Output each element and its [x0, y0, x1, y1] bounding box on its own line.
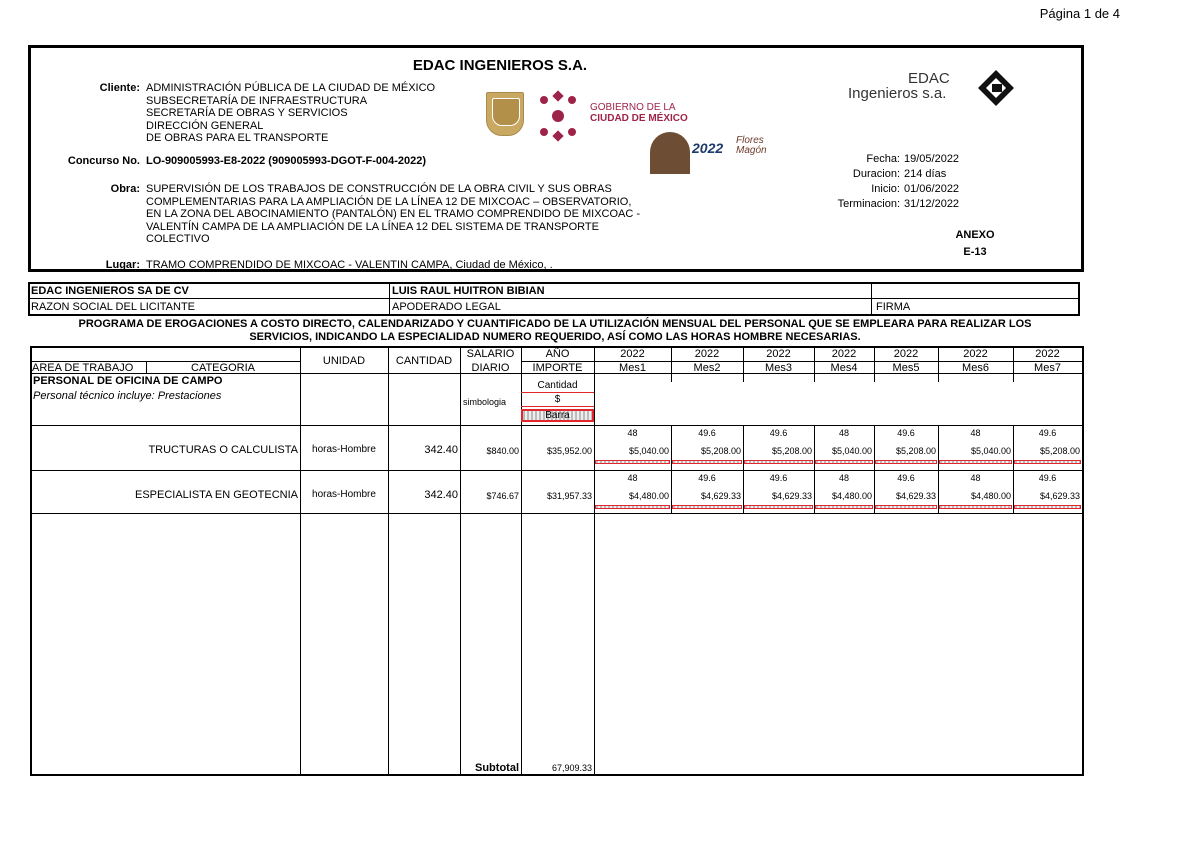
month-quantity: 49.6: [698, 473, 716, 483]
month-label-header: Mes3: [765, 362, 792, 374]
month-quantity: 49.6: [1038, 473, 1057, 483]
month-amount: $5,040.00: [970, 446, 1011, 456]
apoderado-name: LUIS RAUL HUITRON BIBIAN: [392, 285, 545, 297]
month-usage-bar: [595, 460, 670, 464]
cliente-block: [146, 82, 435, 145]
page-number: Página 1 de 4: [1039, 6, 1120, 21]
month-label-header: Mes2: [693, 362, 721, 374]
col-divider: [594, 348, 595, 774]
month-year-header: 2022: [1035, 348, 1060, 360]
concurso-value: LO-909005993-E8-2022 (909005993-DGOT-F-004-2022): [146, 155, 427, 167]
legend-cantidad: Cantidad: [521, 380, 594, 393]
col-header-salario: DIARIO: [471, 362, 510, 374]
anexo-number: E-13: [963, 246, 987, 258]
simbologia-label: simbologia: [463, 397, 507, 407]
month-usage-bar: [875, 505, 937, 509]
cliente-line: DIRECCIÓN GENERAL: [146, 119, 264, 132]
cdmx-emblem-icon: [532, 90, 584, 142]
edac-logo-line: Ingenieros s.a.: [848, 85, 947, 102]
concurso-label: Concurso No.: [67, 155, 140, 167]
company-title: EDAC INGENIEROS S.A.: [412, 57, 588, 74]
inicio-value: 01/06/2022: [904, 183, 960, 195]
edac-logo: [848, 64, 1048, 114]
cdmx-shield-icon: [486, 92, 524, 136]
col-header-unidad: UNIDAD: [322, 355, 366, 367]
month-quantity: 49.6: [769, 473, 788, 483]
logo-year: 2022: [692, 140, 724, 156]
row-cantidad: 342.40: [424, 489, 458, 501]
month-amount: $4,629.33: [771, 491, 812, 501]
duracion-value: 214 días: [904, 168, 947, 180]
col-header-categoria: CATEGORIA: [191, 362, 255, 374]
row-unidad: horas-Hombre: [312, 444, 376, 455]
row-divider: [32, 425, 1082, 426]
razon-social: EDAC INGENIEROS SA DE CV: [31, 285, 189, 297]
section-note: Personal técnico incluye: Prestaciones: [33, 390, 222, 402]
legend-barra: Barra: [521, 409, 594, 422]
gov-line: GOBIERNO DE LA: [590, 102, 676, 113]
month-quantity: 49.6: [897, 473, 915, 483]
lugar-value: TRAMO COMPRENDIDO DE MIXCOAC - VALENTIN CAMPA, Ciudad de México, .: [146, 259, 553, 271]
program-title: [30, 318, 1080, 344]
month-label-header: Mes1: [619, 362, 646, 374]
duracion-label: Duracion:: [852, 168, 900, 180]
month-usage-bar: [1014, 460, 1081, 464]
row-categoria: ESPECIALISTA EN GEOTECNIA: [134, 489, 298, 501]
row-importe: $35,952.00: [546, 446, 592, 456]
signers-divider: [389, 284, 390, 314]
obra-line: EN LA ZONA DEL ABOCINAMIENTO (PANTALÓN) EN EL TRAMO COMPRENDIDO DE MIXCOAC -: [146, 208, 641, 220]
month-quantity: 49.6: [897, 428, 915, 438]
month-amount: $4,629.33: [895, 491, 936, 501]
month-year-header: 2022: [831, 348, 857, 360]
row-importe: $31,957.33: [546, 491, 592, 501]
lugar-label: Lugar:: [105, 259, 140, 271]
col-divider: [460, 348, 461, 774]
month-label-header: Mes6: [962, 362, 989, 374]
row-unidad: horas-Hombre: [312, 489, 376, 500]
portrait-icon: [650, 132, 690, 174]
month-usage-bar: [815, 505, 873, 509]
obra-line: VALENTÍN CAMPA DE LA AMPLIACIÓN DE LA LÍNEA 12 DEL SISTEMA DE TRANSPORTE: [146, 220, 599, 233]
col-header-area: AREA DE TRABAJO: [32, 362, 134, 374]
month-quantity: 48: [970, 428, 981, 438]
month-usage-bar: [1014, 505, 1081, 509]
logo-sub: Flores Magón: [736, 135, 767, 156]
col-header-salario: SALARIO: [466, 348, 515, 360]
month-year-header: 2022: [893, 348, 919, 360]
cliente-line: ADMINISTRACIÓN PÚBLICA DE LA CIUDAD DE MÉXICO: [146, 82, 436, 94]
month-usage-bar: [672, 505, 742, 509]
flores-magon-logo: [650, 132, 765, 174]
col-divider: [388, 348, 389, 774]
program-title-line: SERVICIOS, INDICANDO LA ESPECIALIDAD NUMERO REQUERIDO, ASÍ COMO LAS HORAS HOMBRE NECESARIAS.: [249, 331, 861, 343]
month-amount: $5,208.00: [771, 446, 812, 456]
col-header-cantidad: CANTIDAD: [395, 355, 453, 367]
obra-line: COLECTIVO: [146, 233, 210, 245]
month-quantity: 48: [838, 473, 849, 483]
row-salario: $840.00: [486, 446, 519, 456]
month-usage-bar: [672, 460, 742, 464]
obra-line: SUPERVISIÓN DE LOS TRABAJOS DE CONSTRUCCIÓN DE LA OBRA CIVIL Y SUS OBRAS: [146, 183, 612, 195]
cliente-line: SECRETARÍA DE OBRAS Y SERVICIOS: [146, 107, 348, 119]
col-header-ano: AÑO: [545, 348, 570, 360]
apoderado-label: APODERADO LEGAL: [392, 301, 501, 313]
program-title-line: PROGRAMA DE EROGACIONES A COSTO DIRECTO, CALENDARIZADO Y CUANTIFICADO DE LA UTILIZACIÓN MENSUAL DEL PERSONAL QUE SE EMPLEARA PARA REALIZAR LOS: [78, 318, 1032, 330]
termino-value: 31/12/2022: [904, 198, 960, 210]
month-amount: $4,629.33: [1039, 491, 1080, 501]
row-divider: [32, 470, 1082, 471]
obra-label: Obra:: [110, 183, 140, 195]
month-amount: $5,040.00: [831, 446, 872, 456]
edac-mark-icon: [976, 68, 1016, 108]
col-divider: [300, 348, 301, 774]
firma-label: FIRMA: [876, 301, 911, 313]
legend-dollar: $: [521, 394, 594, 407]
month-year-header: 2022: [766, 348, 791, 360]
cliente-label: Cliente:: [99, 82, 140, 94]
month-quantity: 48: [627, 473, 638, 483]
gobierno-logo-text: [590, 102, 688, 124]
obra-block: [146, 183, 640, 246]
month-quantity: 48: [838, 428, 849, 438]
row-divider: [32, 513, 1082, 514]
month-amount: $4,480.00: [831, 491, 872, 501]
month-label-header: Mes4: [830, 362, 858, 374]
cliente-line: DE OBRAS PARA EL TRANSPORTE: [146, 132, 329, 144]
anexo-label: ANEXO: [955, 229, 995, 241]
month-quantity: 49.6: [769, 428, 788, 438]
signers-divider: [871, 284, 872, 314]
fecha-value: 19/05/2022: [904, 153, 960, 165]
month-year-header: 2022: [694, 348, 720, 360]
edac-logo-line: EDAC: [908, 70, 950, 87]
row-cantidad: 342.40: [424, 444, 458, 456]
month-usage-bar: [815, 460, 873, 464]
month-amount: $5,040.00: [628, 446, 669, 456]
razon-social-label: RAZON SOCIAL DEL LICITANTE: [31, 301, 196, 313]
month-year-header: 2022: [963, 348, 988, 360]
row-categoria: TRUCTURAS O CALCULISTA: [148, 444, 298, 456]
month-amount: $5,208.00: [895, 446, 936, 456]
fecha-label: Fecha:: [866, 153, 900, 165]
month-usage-bar: [595, 505, 670, 509]
month-amount: $5,208.00: [700, 446, 741, 456]
month-quantity: 48: [970, 473, 981, 483]
subtotal-value: 67,909.33: [551, 763, 592, 773]
month-usage-bar: [939, 460, 1012, 464]
month-amount: $4,480.00: [970, 491, 1011, 501]
month-label-header: Mes7: [1034, 362, 1061, 374]
month-amount: $4,629.33: [700, 491, 741, 501]
month-quantity: 49.6: [1038, 428, 1057, 438]
month-amount: $5,208.00: [1039, 446, 1080, 456]
cliente-line: SUBSECRETARÍA DE INFRAESTRUCTURA: [146, 94, 368, 107]
month-year-header: 2022: [620, 348, 645, 360]
gov-line: CIUDAD DE MÉXICO: [590, 113, 688, 124]
month-quantity: 49.6: [698, 428, 716, 438]
month-usage-bar: [939, 505, 1012, 509]
termino-label: Terminacion:: [837, 198, 900, 210]
col-header-importe: IMPORTE: [532, 362, 583, 374]
month-amount: $4,480.00: [628, 491, 669, 501]
row-salario: $746.67: [486, 491, 519, 501]
month-usage-bar: [744, 505, 813, 509]
section-title: PERSONAL DE OFICINA DE CAMPO: [33, 375, 223, 387]
month-usage-bar: [875, 460, 937, 464]
month-usage-bar: [744, 460, 813, 464]
signers-divider: [30, 298, 1078, 299]
month-label-header: Mes5: [892, 362, 920, 374]
subtotal-label: Subtotal: [475, 762, 519, 774]
inicio-label: Inicio:: [871, 183, 900, 195]
obra-line: COMPLEMENTARIAS PARA LA AMPLIACIÓN DE LA LÍNEA 12 DE MIXCOAC – OBSERVATORIO,: [146, 195, 632, 208]
month-quantity: 48: [627, 428, 638, 438]
